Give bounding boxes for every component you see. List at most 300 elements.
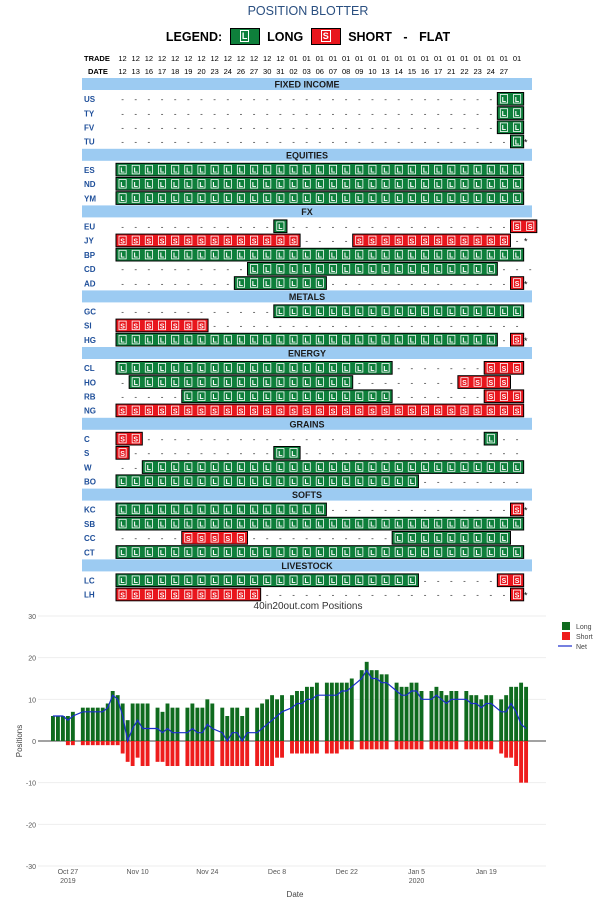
long-cell-letter: L: [462, 252, 467, 260]
flat-cell-dash: -: [436, 477, 440, 487]
instrument-symbol: W: [84, 463, 92, 473]
long-cell-letter: L: [159, 479, 165, 487]
section-header-label: FX: [301, 206, 313, 217]
flat-cell-dash: -: [384, 590, 387, 600]
long-cell-letter: L: [225, 167, 230, 175]
legend-separator: -: [403, 29, 408, 44]
flat-cell-dash: -: [252, 534, 256, 544]
flat-cell-dash: -: [357, 109, 361, 119]
flat-cell-dash: -: [279, 95, 282, 105]
long-cell-letter: L: [422, 266, 428, 274]
flat-cell-dash: -: [305, 434, 309, 444]
long-cell-letter: L: [120, 550, 125, 557]
date-header-cell: 13: [131, 67, 140, 76]
short-cell-letter: S: [225, 238, 231, 246]
long-bar: [375, 670, 379, 741]
long-cell-letter: L: [212, 167, 217, 175]
long-bar: [519, 683, 523, 741]
short-bar: [106, 741, 110, 745]
long-cell-letter: L: [278, 380, 283, 387]
flat-cell-dash: -: [371, 590, 374, 600]
flat-cell-dash: -: [463, 123, 466, 133]
short-bar: [434, 741, 438, 749]
flat-cell-dash: -: [463, 95, 466, 105]
trade-header-cell: 01: [315, 54, 324, 63]
long-cell-letter: L: [396, 550, 401, 557]
long-cell-letter: L: [278, 181, 283, 189]
short-bar: [230, 741, 234, 766]
long-bar: [380, 674, 384, 741]
long-cell-letter: L: [173, 196, 178, 203]
long-cell-letter: L: [291, 365, 296, 373]
flat-cell-dash: -: [331, 137, 335, 147]
long-cell-letter: L: [422, 550, 428, 557]
long-cell-letter: L: [343, 167, 349, 175]
short-cell-letter: S: [514, 337, 520, 345]
flat-cell-dash: -: [318, 321, 322, 331]
instrument-symbol: FV: [84, 123, 95, 133]
section-header-label: FIXED INCOME: [274, 79, 340, 90]
flat-cell-dash: -: [502, 279, 506, 289]
long-cell-letter: L: [357, 465, 362, 472]
flat-cell-dash: -: [160, 222, 164, 232]
legend-prefix: LEGEND:: [165, 29, 223, 44]
flat-cell-dash: -: [515, 477, 519, 487]
short-bar: [126, 741, 130, 762]
flat-cell-dash: -: [384, 449, 387, 459]
flat-cell-dash: -: [331, 590, 335, 600]
long-cell-letter: L: [436, 521, 441, 529]
short-cell-letter: S: [448, 408, 454, 416]
flat-cell-dash: -: [449, 449, 453, 459]
flat-cell-dash: -: [410, 449, 414, 459]
long-cell-letter: L: [291, 394, 296, 402]
long-cell-letter: L: [278, 252, 283, 260]
short-cell-letter: S: [409, 238, 415, 246]
flat-cell-dash: -: [305, 590, 309, 600]
long-cell-letter: L: [199, 394, 204, 402]
flat-cell-dash: -: [410, 137, 414, 147]
flat-cell-dash: -: [318, 434, 322, 444]
long-cell-letter: L: [370, 309, 375, 317]
flat-cell-dash: -: [331, 449, 335, 459]
short-cell-letter: S: [514, 578, 520, 586]
short-bar: [464, 741, 468, 749]
long-cell-letter: L: [278, 224, 283, 232]
long-cell-letter: L: [238, 380, 244, 387]
short-cell-letter: S: [159, 238, 165, 246]
long-cell-letter: L: [238, 578, 244, 586]
flat-cell-dash: -: [397, 505, 401, 515]
trade-header-cell: 12: [263, 54, 272, 63]
long-cell-letter: L: [251, 181, 257, 189]
long-cell-letter: L: [514, 521, 520, 529]
flat-cell-dash: -: [252, 307, 256, 317]
instrument-symbol: NG: [84, 406, 96, 416]
short-cell-letter: S: [409, 408, 415, 416]
short-bar: [101, 741, 105, 745]
long-cell-letter: L: [146, 365, 152, 373]
flat-cell-dash: -: [476, 505, 479, 515]
long-cell-letter: L: [436, 252, 441, 260]
section-header-label: SOFTS: [291, 490, 323, 501]
long-cell-letter: L: [225, 252, 230, 260]
flat-cell-dash: -: [292, 222, 295, 232]
flat-cell-dash: -: [410, 95, 414, 105]
long-cell-letter: L: [514, 167, 520, 175]
long-cell-letter: L: [317, 337, 322, 345]
flat-cell-dash: -: [476, 434, 479, 444]
long-cell-letter: L: [238, 465, 244, 472]
long-cell-letter: L: [238, 550, 244, 557]
long-cell-letter: L: [133, 578, 138, 586]
flat-cell-dash: -: [147, 392, 151, 402]
long-cell-letter: L: [422, 167, 428, 175]
flat-cell-dash: -: [423, 434, 427, 444]
long-cell-letter: L: [251, 252, 257, 260]
flat-cell-dash: -: [357, 123, 361, 133]
long-cell-letter: L: [383, 578, 388, 586]
flat-cell-dash: -: [436, 279, 440, 289]
short-cell-letter: S: [199, 592, 204, 600]
long-cell-letter: L: [317, 479, 322, 487]
long-cell-letter: L: [449, 181, 454, 189]
long-cell-letter: L: [212, 181, 217, 189]
flat-cell-dash: -: [213, 449, 216, 459]
long-cell-letter: L: [383, 337, 388, 345]
long-cell-letter: L: [186, 252, 191, 260]
flat-cell-dash: -: [384, 279, 387, 289]
long-cell-letter: L: [501, 309, 507, 317]
flat-cell-dash: -: [436, 95, 440, 105]
long-cell-letter: L: [409, 196, 415, 203]
long-cell-letter: L: [199, 181, 204, 189]
long-cell-letter: L: [291, 309, 296, 317]
long-bar: [280, 695, 284, 741]
flat-cell-dash: -: [344, 434, 348, 444]
flat-cell-dash: -: [147, 534, 151, 544]
legend-long-swatch-chart: [562, 622, 570, 630]
flat-cell-dash: -: [213, 307, 216, 317]
flat-cell-dash: -: [344, 505, 348, 515]
trade-header-cell: 12: [236, 54, 246, 63]
long-cell-letter: L: [238, 181, 244, 189]
long-cell-letter: L: [330, 394, 336, 402]
flat-cell-dash: -: [226, 449, 230, 459]
short-cell-letter: S: [133, 436, 139, 444]
short-bar: [509, 741, 513, 758]
date-header-cell: 16: [144, 67, 154, 76]
y-tick-label: 0: [32, 739, 36, 746]
flat-cell-dash: -: [147, 279, 151, 289]
flat-cell-dash: -: [371, 378, 374, 388]
flat-cell-dash: -: [357, 434, 361, 444]
long-cell-letter: L: [488, 535, 493, 543]
long-cell-letter: L: [501, 167, 507, 175]
short-cell-letter: S: [304, 408, 310, 416]
long-cell-letter: L: [330, 266, 336, 274]
short-cell-letter: S: [317, 408, 323, 416]
flat-cell-dash: -: [515, 321, 519, 331]
flat-cell-dash: -: [410, 392, 414, 402]
trade-header-cell: 01: [394, 54, 403, 63]
long-cell-letter: L: [291, 550, 296, 557]
flat-cell-dash: -: [186, 307, 190, 317]
short-cell-letter: S: [514, 365, 520, 373]
long-cell-letter: L: [462, 521, 467, 529]
flat-cell-dash: -: [489, 222, 493, 232]
flat-cell-dash: -: [489, 279, 493, 289]
long-cell-letter: L: [488, 196, 493, 203]
long-cell-letter: L: [265, 507, 270, 515]
short-bar: [235, 741, 239, 766]
long-cell-letter: L: [291, 479, 296, 487]
flat-cell-dash: -: [121, 137, 124, 147]
flat-cell-dash: -: [384, 534, 387, 544]
long-cell-letter: L: [330, 309, 336, 317]
long-cell-letter: L: [238, 337, 244, 345]
flat-cell-dash: -: [292, 321, 295, 331]
flat-cell-dash: -: [265, 95, 269, 105]
flat-cell-dash: -: [357, 137, 361, 147]
long-cell-letter: L: [383, 550, 388, 557]
long-cell-letter: L: [330, 465, 336, 472]
flat-cell-dash: -: [397, 95, 401, 105]
short-cell-letter: S: [501, 578, 507, 586]
long-cell-letter: L: [186, 521, 191, 529]
long-cell-letter: L: [514, 550, 520, 557]
flat-cell-dash: -: [186, 123, 190, 133]
long-cell-letter: L: [488, 252, 493, 260]
short-bar: [474, 741, 478, 749]
long-cell-letter: L: [383, 167, 388, 175]
flat-cell-dash: -: [476, 364, 479, 374]
short-bar: [499, 741, 503, 754]
short-bar: [519, 741, 523, 783]
long-cell-letter: L: [370, 181, 375, 189]
legend-long-label: LONG: [267, 29, 304, 44]
flat-cell-dash: -: [160, 434, 164, 444]
flat-cell-dash: -: [226, 109, 230, 119]
long-cell-letter: L: [449, 521, 454, 529]
flat-cell-dash: -: [371, 534, 374, 544]
long-cell-letter: L: [173, 365, 178, 373]
flat-cell-dash: -: [436, 434, 440, 444]
flat-cell-dash: -: [186, 222, 190, 232]
long-cell-letter: L: [265, 181, 270, 189]
flat-cell-dash: -: [173, 109, 177, 119]
long-cell-letter: L: [251, 507, 257, 515]
long-cell-letter: L: [304, 281, 309, 288]
flat-cell-dash: -: [305, 137, 309, 147]
flat-cell-dash: -: [265, 434, 269, 444]
instrument-symbol: US: [84, 95, 96, 105]
flat-cell-dash: -: [436, 222, 440, 232]
long-cell-letter: L: [251, 167, 257, 175]
short-bar: [245, 741, 249, 766]
flat-cell-dash: -: [226, 95, 230, 105]
date-header-cell: 15: [407, 67, 417, 76]
long-bar: [176, 708, 180, 741]
long-bar: [270, 695, 274, 741]
flat-cell-dash: -: [423, 137, 427, 147]
x-tick-year-label: 2020: [408, 878, 425, 885]
long-cell-letter: L: [146, 479, 152, 487]
flat-cell-dash: -: [397, 378, 401, 388]
long-cell-letter: L: [238, 479, 244, 487]
long-cell-letter: L: [291, 578, 296, 586]
flat-cell-dash: -: [371, 321, 374, 331]
flat-cell-dash: -: [331, 236, 335, 246]
short-bar: [365, 741, 369, 749]
flat-cell-dash: -: [147, 265, 151, 275]
long-cell-letter: L: [291, 380, 296, 387]
flat-cell-dash: -: [147, 95, 151, 105]
long-cell-letter: L: [120, 167, 125, 175]
long-cell-letter: L: [146, 550, 152, 557]
flat-cell-dash: -: [239, 434, 243, 444]
flat-cell-dash: -: [331, 123, 335, 133]
flat-cell-dash: -: [476, 279, 479, 289]
flat-cell-dash: -: [265, 449, 269, 459]
flat-cell-dash: -: [186, 449, 190, 459]
flat-cell-dash: -: [121, 222, 124, 232]
long-cell-letter: L: [146, 465, 152, 472]
short-bar: [335, 741, 339, 754]
long-cell-letter: L: [357, 337, 362, 345]
flat-cell-dash: -: [344, 137, 348, 147]
flat-cell-dash: -: [239, 321, 243, 331]
long-cell-letter: L: [265, 252, 270, 260]
long-cell-letter: L: [514, 309, 520, 317]
short-bar: [190, 741, 194, 766]
flat-cell-dash: -: [186, 137, 190, 147]
long-cell-letter: L: [330, 578, 336, 586]
date-header-cell: 27: [249, 67, 259, 76]
short-cell-letter: S: [120, 238, 125, 246]
long-cell-letter: L: [159, 507, 165, 515]
long-cell-letter: L: [199, 252, 204, 260]
long-cell-letter: L: [370, 479, 375, 487]
long-cell-letter: L: [357, 521, 362, 529]
short-bar: [410, 741, 414, 749]
long-cell-letter: L: [186, 394, 191, 402]
flat-cell-dash: -: [292, 534, 295, 544]
flat-cell-dash: -: [213, 109, 216, 119]
flat-cell-dash: -: [410, 222, 414, 232]
section-header-label: METALS: [288, 291, 326, 302]
long-cell-letter: L: [199, 578, 204, 586]
long-cell-letter: L: [120, 479, 125, 487]
long-bar: [464, 691, 468, 741]
instrument-symbol: BO: [84, 477, 96, 487]
flat-cell-dash: -: [384, 505, 387, 515]
y-axis-label: Positions: [15, 724, 24, 758]
flat-cell-dash: -: [502, 265, 506, 275]
flat-cell-dash: -: [213, 222, 216, 232]
short-bar: [484, 741, 488, 749]
flat-cell-dash: -: [423, 279, 427, 289]
short-bar: [395, 741, 399, 749]
long-cell-letter: L: [357, 365, 362, 373]
flat-cell-dash: -: [173, 95, 177, 105]
short-cell-letter: S: [422, 238, 428, 246]
flat-cell-dash: -: [489, 576, 493, 586]
long-cell-letter: L: [173, 479, 178, 487]
long-cell-letter: L: [501, 521, 507, 529]
instrument-symbol: CT: [84, 548, 95, 558]
flat-cell-dash: -: [436, 364, 440, 374]
flat-cell-dash: -: [344, 236, 348, 246]
long-cell-letter: L: [317, 578, 322, 586]
short-cell-letter: S: [501, 365, 507, 373]
long-cell-letter: L: [488, 309, 493, 317]
long-cell-letter: L: [304, 394, 309, 402]
long-cell-letter: L: [449, 550, 454, 557]
long-cell-letter: L: [225, 550, 230, 557]
flat-cell-dash: -: [173, 123, 177, 133]
long-cell-letter: L: [133, 380, 138, 387]
short-cell-letter: S: [251, 592, 257, 600]
long-cell-letter: L: [199, 196, 204, 203]
flat-cell-dash: -: [384, 95, 387, 105]
long-cell-letter: L: [370, 196, 375, 203]
short-cell-letter: S: [527, 224, 533, 232]
long-cell-letter: L: [422, 196, 428, 203]
long-cell-letter: L: [357, 578, 362, 586]
short-cell-letter: S: [146, 592, 152, 600]
flat-cell-dash: -: [384, 378, 387, 388]
date-header-cell: 13: [381, 67, 390, 76]
flat-cell-dash: -: [331, 222, 335, 232]
short-cell-letter: S: [343, 408, 349, 416]
short-cell-letter: S: [172, 592, 178, 600]
long-bar: [156, 708, 160, 741]
section-header-label: ENERGY: [287, 348, 327, 359]
flat-cell-dash: -: [515, 236, 519, 246]
long-cell-letter: L: [291, 167, 296, 175]
flat-cell-dash: -: [239, 449, 243, 459]
flat-cell-dash: -: [134, 463, 138, 473]
long-cell-letter: L: [173, 380, 178, 387]
long-cell-letter: L: [251, 281, 257, 288]
short-cell-letter: S: [185, 535, 191, 543]
trade-header-cell: 12: [144, 54, 154, 63]
short-bar: [385, 741, 389, 749]
flat-cell-dash: -: [305, 95, 309, 105]
date-header-cell: 07: [328, 67, 338, 76]
long-cell-letter: L: [278, 196, 283, 203]
long-cell-letter: L: [475, 337, 480, 345]
long-cell-letter: L: [488, 337, 493, 345]
long-cell-letter: L: [409, 479, 415, 487]
long-cell-letter: L: [212, 550, 217, 557]
long-cell-letter: L: [173, 337, 178, 345]
long-bar: [240, 716, 244, 741]
short-bar: [275, 741, 279, 758]
legend-net-label-chart: Net: [576, 644, 587, 651]
long-cell-letter: L: [462, 465, 467, 472]
pending-change-marker: *: [524, 590, 528, 601]
date-header-cell: 24: [486, 67, 495, 76]
pending-change-marker: *: [524, 335, 528, 346]
long-cell-letter: L: [251, 337, 257, 345]
flat-cell-dash: -: [436, 321, 440, 331]
flat-cell-dash: -: [252, 109, 256, 119]
long-cell-letter: L: [317, 281, 322, 288]
long-cell-letter: L: [436, 465, 441, 472]
long-cell-letter: L: [186, 465, 191, 472]
